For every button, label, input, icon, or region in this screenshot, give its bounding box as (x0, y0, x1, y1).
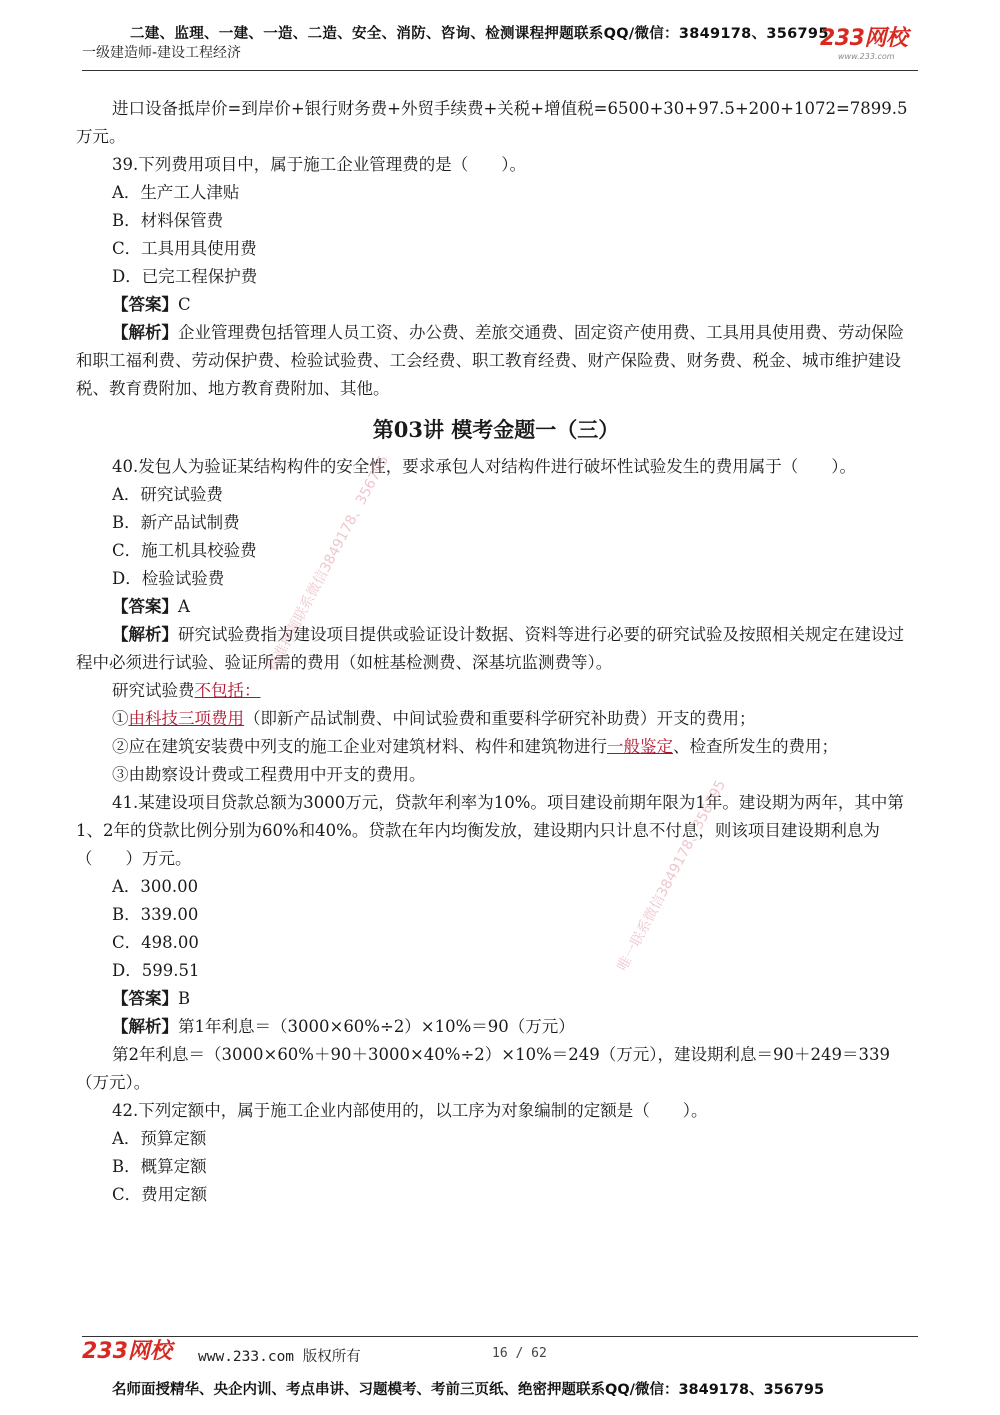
q40-option-c: C．施工机具校验费 (112, 541, 257, 560)
watermark-1: 精准押题联系微信3849178、356795 (264, 452, 393, 674)
q40-analysis (76, 621, 916, 677)
q40-option-b: B．新产品试制费 (112, 513, 240, 532)
footer-logo: 233网校 (82, 1339, 172, 1364)
analysis-text: 研究试验费指为建设项目提供或验证设计数据、资料等进行必要的研究试验及按照相关规定在建设过程中必须进行试验、验证所需的费用（如桩基检测费、深基坑监测费等）。 (76, 625, 904, 672)
q40-not-included (76, 677, 916, 705)
analysis-label: 【解析】 (112, 1017, 178, 1036)
answer-value: A (178, 597, 190, 616)
answer-label: 【答案】 (112, 989, 178, 1008)
q42-option-c: C．费用定额 (112, 1185, 208, 1204)
answer-label: 【答案】 (112, 597, 178, 616)
q41-option-b: B．339.00 (112, 905, 199, 924)
answer-value: C (178, 295, 191, 314)
q40-answer (76, 593, 916, 621)
analysis-text: 企业管理费包括管理人员工资、办公费、差旅交通费、固定资产使用费、工具用具使用费、劳动保险和职工福利费、劳动保护费、检验试验费、工会经费、职工教育经费、财产保险费、财务费、税金、城市维护建设税、教育费附加、地方教育费附加、其他。 (76, 323, 904, 398)
q41-option-d: D．599.51 (112, 961, 200, 980)
question-40: 40.发包人为验证某结构构件的安全性，要求承包人对结构件进行破坏性试验发生的费用属于（ ）。 (112, 457, 856, 476)
footer-promo-line: 名师面授精华、央企内训、考点串讲、习题模考、考前三页纸、绝密押题联系QQ/微信：3849178、356795 (112, 1382, 825, 1398)
section-title: 第03讲 模考金题一（三） (372, 417, 620, 442)
q40-item-3: ③由勘察设计费或工程费用中开支的费用。 (112, 765, 426, 784)
item-2-prefix: ②应在建筑安装费中列支的施工企业对建筑材料、构件和建筑物进行 (112, 737, 607, 756)
analysis-label: 【解析】 (112, 323, 178, 342)
header-divider (82, 70, 918, 71)
answer-value: B (178, 989, 191, 1008)
header-promo-line: 二建、监理、一建、一造、二造、安全、消防、咨询、检测课程押题联系QQ/微信：3849178、356795 (130, 26, 829, 42)
q40-item-2 (76, 733, 916, 761)
q40-item-1 (76, 705, 916, 733)
header-subtitle: 一级建造师-建设工程经济 (82, 45, 242, 61)
q40-option-d: D．检验试验费 (112, 569, 225, 588)
footer-copyright: www.233.com 版权所有 (198, 1349, 361, 1365)
q40-option-a: A．研究试验费 (112, 485, 223, 504)
q39-option-c: C．工具用具使用费 (112, 239, 257, 258)
not-included-highlight: 不包括： (194, 681, 261, 700)
q41-option-a: A．300.00 (112, 877, 199, 896)
analysis-text: 第1年利息＝（3000×60%÷2）×10%＝90（万元） (178, 1017, 575, 1036)
header-logo-url: www.233.com (838, 52, 895, 61)
not-included-prefix: 研究试验费 (112, 681, 195, 700)
q42-option-b: B．概算定额 (112, 1157, 207, 1176)
q41-answer (76, 985, 916, 1013)
question-41: 41.某建设项目贷款总额为3000万元，贷款年利率为10%。项目建设前期年限为1年。建设期为两年，其中第1、2年的贷款比例分别为60%和40%。贷款在年内均衡发放，建设期内只计息不付息，则该项目建设期利息为（ ）万元。 (76, 793, 904, 868)
answer-label: 【答案】 (112, 295, 178, 314)
q39-analysis (76, 319, 916, 403)
q39-option-b: B．材料保管费 (112, 211, 224, 230)
page-number: 16 / 62 (492, 1346, 547, 1361)
q42-option-a: A．预算定额 (112, 1129, 207, 1148)
q39-option-a: A．生产工人津贴 (112, 183, 240, 202)
q41-option-c: C．498.00 (112, 933, 199, 952)
analysis-label: 【解析】 (112, 625, 178, 644)
q41-analysis (76, 1013, 916, 1041)
paragraph-import-price: 进口设备抵岸价=到岸价+银行财务费+外贸手续费+关税+增值税=6500+30+97.5+200+1072=7899.5万元。 (76, 99, 908, 146)
item-1-rest: （即新产品试制费、中间试验费和重要科学研究补助费）开支的费用； (244, 709, 756, 728)
question-39: 39.下列费用项目中，属于施工企业管理费的是（ ）。 (112, 155, 526, 174)
item-2-rest: 、检查所发生的费用； (673, 737, 838, 756)
item-1-highlight: 由科技三项费用 (128, 709, 244, 728)
q39-option-d: D．已完工程保护费 (112, 267, 258, 286)
item-2-highlight: 一般鉴定 (607, 737, 673, 756)
header-logo: 233网校 (820, 26, 908, 51)
document-body (76, 95, 916, 1209)
watermark-2: 唯一联系微信3849178、356795 (614, 777, 730, 974)
footer-divider (82, 1336, 918, 1337)
question-42: 42.下列定额中，属于施工企业内部使用的，以工序为对象编制的定额是（ ）。 (112, 1101, 708, 1120)
item-1-prefix: ① (112, 709, 129, 728)
q39-answer (76, 291, 916, 319)
q41-analysis-2: 第2年利息＝（3000×60%＋90＋3000×40%÷2）×10%＝249（万元），建设期利息＝90＋249＝339（万元）。 (76, 1045, 891, 1092)
